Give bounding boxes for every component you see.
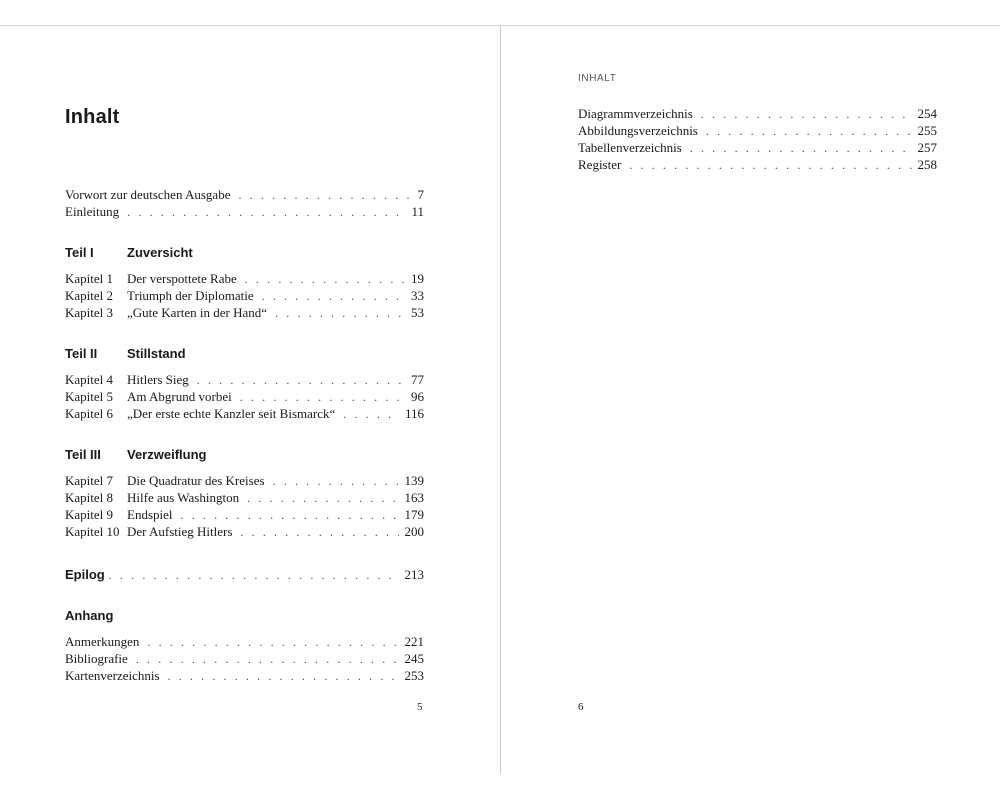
leader-dots [706, 123, 912, 140]
toc-entry-page: 19 [411, 271, 424, 286]
chapter-number: Kapitel 6 [65, 406, 114, 421]
toc-entry-title: „Gute Karten in der Hand“ [127, 305, 268, 320]
leader-dots [247, 490, 398, 507]
toc-entry[interactable] [65, 405, 424, 423]
leader-dots [275, 305, 405, 322]
part-title: Zuversicht [127, 245, 193, 260]
toc-entry-title: Einleitung [65, 204, 120, 219]
part-label: Teil III [65, 447, 101, 462]
toc-entry-page: 213 [404, 567, 424, 582]
leader-dots [181, 507, 399, 524]
toc-entry-page: 96 [411, 389, 424, 404]
toc-entry[interactable] [65, 270, 424, 288]
leader-dots [240, 389, 405, 406]
toc-entry-page: 200 [404, 524, 424, 539]
appendix-heading: Anhang [65, 608, 114, 623]
toc-entry-page: 179 [404, 507, 424, 522]
toc-entry-title: Die Quadratur des Kreises [127, 473, 265, 488]
toc-entry-page: 33 [411, 288, 424, 303]
toc-entry-title: Tabellenverzeichnis [578, 140, 682, 155]
part-heading[interactable] [65, 346, 186, 361]
running-head: INHALT [578, 73, 617, 84]
toc-entry-title: Triumph der Diplomatie [127, 288, 254, 303]
chapter-number: Kapitel 8 [65, 490, 114, 505]
toc-entry-page: 116 [404, 406, 424, 421]
toc-entry-title: Der Aufstieg Hitlers [127, 524, 233, 539]
chapter-number: Kapitel 9 [65, 507, 114, 522]
toc-entry-page: 11 [411, 204, 424, 219]
toc-entry-title: Der verspottete Rabe [127, 271, 237, 286]
toc-entry-page: 221 [404, 634, 424, 649]
leader-dots [240, 524, 398, 541]
toc-entry-title: Abbildungsverzeichnis [578, 123, 698, 138]
toc-entry[interactable] [65, 203, 424, 221]
toc-entry-page: 7 [417, 187, 424, 202]
toc-entry[interactable] [65, 472, 424, 490]
chapter-number: Kapitel 7 [65, 473, 114, 488]
leader-dots [273, 473, 399, 490]
chapter-number: Kapitel 1 [65, 271, 114, 286]
toc-entry[interactable] [65, 633, 424, 651]
toc-entry-title: Hitlers Sieg [127, 372, 189, 387]
chapter-number: Kapitel 3 [65, 305, 114, 320]
toc-entry[interactable] [65, 523, 424, 541]
toc-entry[interactable] [65, 489, 424, 507]
chapter-number: Kapitel 5 [65, 389, 114, 404]
toc-entry[interactable] [578, 139, 937, 157]
toc-entry[interactable] [65, 371, 424, 389]
toc-entry-title: Kartenverzeichnis [65, 668, 160, 683]
leader-dots [197, 372, 405, 389]
toc-entry[interactable] [65, 304, 424, 322]
left-page [0, 26, 500, 774]
toc-entry[interactable] [578, 105, 937, 123]
toc-entry-title: Hilfe aus Washington [127, 490, 240, 505]
chapter-number: Kapitel 2 [65, 288, 114, 303]
toc-entry-page: 253 [404, 668, 424, 683]
leader-dots [147, 634, 398, 651]
toc-entry-page: 254 [917, 106, 937, 121]
toc-entry[interactable] [65, 667, 424, 685]
toc-entry-epilog[interactable] [65, 566, 424, 584]
toc-entry-page: 245 [404, 651, 424, 666]
toc-entry[interactable] [65, 650, 424, 668]
toc-entry-page: 77 [411, 372, 424, 387]
leader-dots [168, 668, 399, 685]
toc-entry-title: Vorwort zur deutschen Ausgabe [65, 187, 231, 202]
chapter-number: Kapitel 10 [65, 524, 120, 539]
toc-entry[interactable] [65, 388, 424, 406]
page-title: Inhalt [65, 106, 120, 128]
part-title: Stillstand [127, 346, 186, 361]
toc-entry-page: 257 [917, 140, 937, 155]
toc-entry-title: Register [578, 157, 622, 172]
toc-entry-page: 255 [917, 123, 937, 138]
leader-dots [136, 651, 399, 668]
part-label: Teil II [65, 346, 98, 361]
page-number: 6 [578, 701, 584, 713]
toc-entry-title: Bibliografie [65, 651, 128, 666]
toc-entry-page: 139 [404, 473, 424, 488]
toc-entry-title: Anmerkungen [65, 634, 140, 649]
leader-dots [238, 187, 411, 204]
part-heading[interactable] [65, 245, 193, 260]
toc-entry[interactable] [578, 122, 937, 140]
leader-dots [245, 271, 405, 288]
toc-entry-title: Endspiel [127, 507, 173, 522]
toc-entry[interactable] [65, 287, 424, 305]
part-heading[interactable] [65, 447, 206, 462]
part-label: Teil I [65, 245, 94, 260]
leader-dots [262, 288, 405, 305]
toc-entry[interactable] [65, 506, 424, 524]
leader-dots [343, 406, 399, 423]
toc-entry-title: Diagrammverzeichnis [578, 106, 693, 121]
leader-dots [109, 567, 399, 584]
toc-entry-page: 53 [411, 305, 424, 320]
toc-entry-page: 163 [404, 490, 424, 505]
viewer-top-bar [0, 0, 1000, 26]
leader-dots [127, 204, 405, 221]
toc-entry-page: 258 [917, 157, 937, 172]
leader-dots [690, 140, 912, 157]
leader-dots [701, 106, 912, 123]
toc-entry-title: Epilog [65, 567, 105, 582]
leader-dots [629, 157, 911, 174]
toc-entry[interactable] [65, 186, 424, 204]
toc-entry-title: „Der erste echte Kanzler seit Bismarck“ [127, 406, 336, 421]
toc-entry[interactable] [578, 156, 937, 174]
chapter-number: Kapitel 4 [65, 372, 114, 387]
page-number: 5 [417, 701, 423, 713]
toc-entry-title: Am Abgrund vorbei [127, 389, 232, 404]
right-page [501, 26, 1000, 774]
part-title: Verzweiflung [127, 447, 207, 462]
